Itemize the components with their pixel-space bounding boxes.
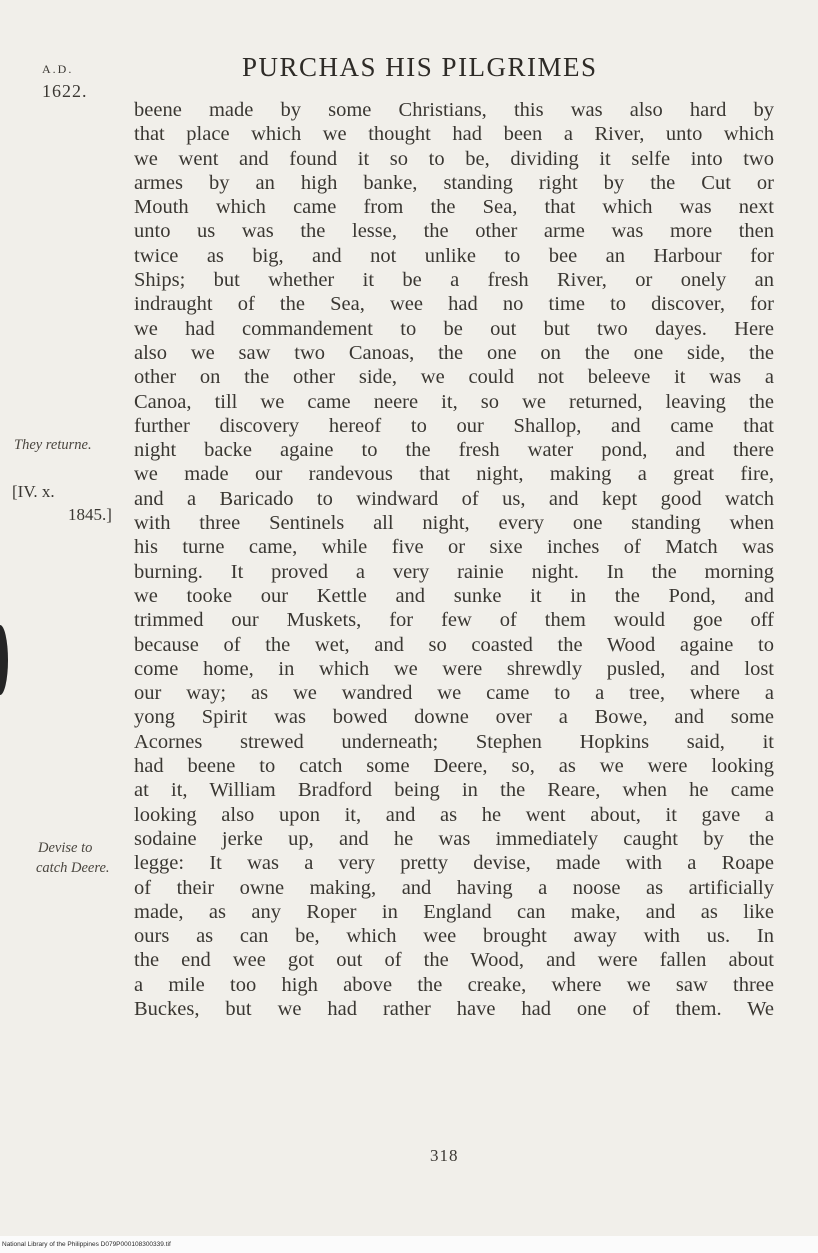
text-line: the end wee got out of the Wood, and were fallen about <box>134 949 774 972</box>
margin-note-devise-line2: catch Deere. <box>36 860 110 876</box>
text-line: night backe againe to the fresh water pond, and there <box>134 439 774 462</box>
text-line: Mouth which came from the Sea, that which was next <box>134 196 774 219</box>
margin-note-devise-line1: Devise to <box>38 840 93 856</box>
text-line: our way; as we wandred we came to a tree, where a <box>134 682 774 705</box>
text-line: twice as big, and not unlike to bee an Harbour for <box>134 244 774 267</box>
margin-page-ref: 1845.] <box>68 505 112 524</box>
text-line: legge: It was a very pretty devise, made with a Roape <box>134 852 774 875</box>
text-line: had beene to catch some Deere, so, as we were looking <box>134 755 774 778</box>
text-line: burning. It proved a very rainie night. In the morning <box>134 560 774 583</box>
text-line: sodaine jerke up, and he was immediately caught by the <box>134 827 774 850</box>
scan-edge-shadow <box>0 625 8 695</box>
scan-credit: National Library of the Philippines D079P000108300339.tif <box>2 1241 171 1248</box>
text-line: his turne came, while five or sixe inches of Match was <box>134 536 774 559</box>
text-line: and a Baricado to windward of us, and kept good watch <box>134 487 774 510</box>
text-line: because of the wet, and so coasted the Wood againe to <box>134 633 774 656</box>
text-line: made, as any Roper in England can make, and as like <box>134 900 774 923</box>
running-title: PURCHAS HIS PILGRIMES <box>242 52 598 82</box>
text-line: we had commandement to be out but two dayes. Here <box>134 317 774 340</box>
year-marginal <box>42 58 88 102</box>
text-line: Ships; but whether it be a fresh River, or onely an <box>134 269 774 292</box>
text-line: of their owne making, and having a noose as artificially <box>134 876 774 899</box>
margin-note-they-returne: They returne. <box>14 437 92 453</box>
era-label: A.D. <box>42 62 74 76</box>
text-line: we tooke our Kettle and sunke it in the Pond, and <box>134 584 774 607</box>
text-line: armes by an high banke, standing right by the Cut or <box>134 171 774 194</box>
page-number: 318 <box>430 1146 459 1165</box>
text-line: Buckes, but we had rather have had one of them. We <box>134 997 774 1020</box>
text-line: also we saw two Canoas, the one on the one side, the <box>134 341 774 364</box>
text-line: indraught of the Sea, wee had no time to discover, for <box>134 293 774 316</box>
text-line: at it, William Bradford being in the Reare, when he came <box>134 779 774 802</box>
text-line: further discovery hereof to our Shallop, and came that <box>134 414 774 437</box>
text-line: ours as can be, which wee brought away with us. In <box>134 925 774 948</box>
text-line: beene made by some Christians, this was also hard by <box>134 99 774 121</box>
text-line: we made our randevous that night, making a great fire, <box>134 463 774 486</box>
text-line: looking also upon it, and as he went about, it gave a <box>134 803 774 826</box>
text-line: come home, in which we were shrewdly pusled, and lost <box>134 657 774 680</box>
year-label: 1622. <box>42 81 88 101</box>
text-line: that place which we thought had been a River, unto which <box>134 123 774 146</box>
text-line: a mile too high above the creake, where we saw three <box>134 973 774 996</box>
margin-volume-ref: [IV. x. <box>12 482 55 501</box>
text-line: Canoa, till we came neere it, so we returned, leaving the <box>134 390 774 413</box>
text-line: other on the other side, we could not beleeve it was a <box>134 366 774 389</box>
text-line: Acornes strewed underneath; Stephen Hopkins said, it <box>134 730 774 753</box>
text-line: unto us was the lesse, the other arme was more then <box>134 220 774 243</box>
text-line: we went and found it so to be, dividing it selfe into two <box>134 147 774 170</box>
text-line: yong Spirit was bowed downe over a Bowe, and some <box>134 706 774 729</box>
text-line: with three Sentinels all night, every one standing when <box>134 512 774 535</box>
body-text <box>134 98 774 1021</box>
text-line: trimmed our Muskets, for few of them would goe off <box>134 609 774 632</box>
